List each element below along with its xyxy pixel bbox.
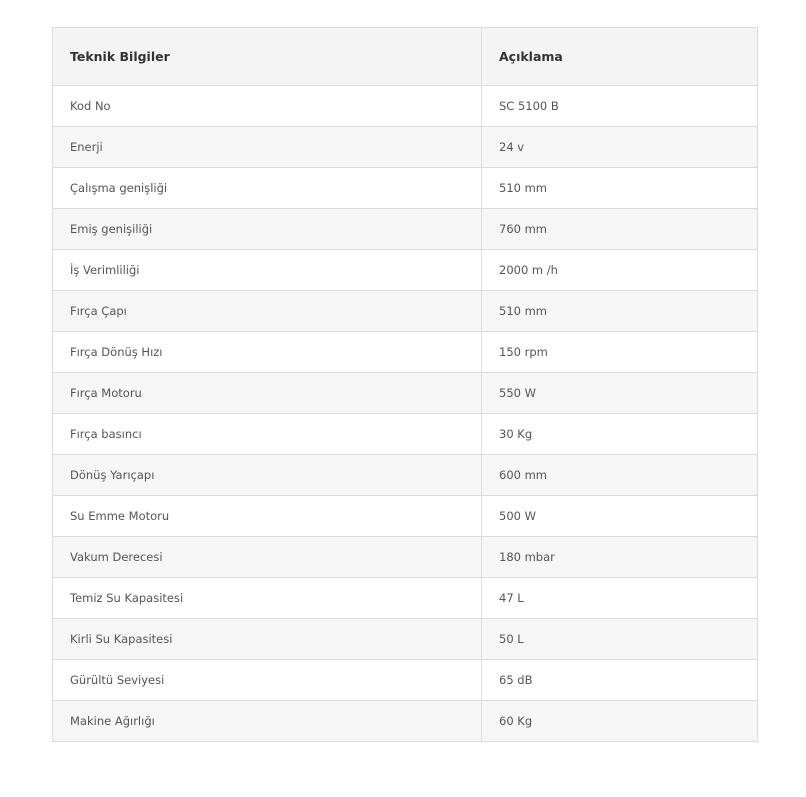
spec-value-cell: 60 Kg (482, 701, 758, 742)
table-row (53, 291, 758, 332)
table-body (53, 86, 758, 742)
spec-name-cell: Fırça basıncı (53, 414, 482, 455)
spec-value-cell: 30 Kg (482, 414, 758, 455)
table-row (53, 455, 758, 496)
table-row (53, 578, 758, 619)
spec-value-cell: 65 dB (482, 660, 758, 701)
table-row (53, 332, 758, 373)
spec-name-cell: Emiş genişiliği (53, 209, 482, 250)
table-row (53, 86, 758, 127)
table-row (53, 414, 758, 455)
table-row (53, 537, 758, 578)
table-row (53, 127, 758, 168)
spec-name-cell: Fırça Motoru (53, 373, 482, 414)
spec-value-cell: 600 mm (482, 455, 758, 496)
spec-value-cell: 180 mbar (482, 537, 758, 578)
spec-value-cell: 760 mm (482, 209, 758, 250)
table-row (53, 250, 758, 291)
spec-name-cell: Kod No (53, 86, 482, 127)
table-row (53, 209, 758, 250)
spec-name-cell: Kirli Su Kapasitesi (53, 619, 482, 660)
header-row (53, 28, 758, 86)
table-row (53, 496, 758, 537)
spec-name-cell: Temiz Su Kapasitesi (53, 578, 482, 619)
spec-name-cell: Gürültü Seviyesi (53, 660, 482, 701)
spec-value-cell: 510 mm (482, 291, 758, 332)
spec-name-cell: Makine Ağırlığı (53, 701, 482, 742)
spec-value-cell: 47 L (482, 578, 758, 619)
spec-name-cell: İş Verimliliği (53, 250, 482, 291)
table-row (53, 619, 758, 660)
spec-name-cell: Vakum Derecesi (53, 537, 482, 578)
header-cell-spec: Teknik Bilgiler (53, 28, 482, 86)
spec-value-cell: 24 v (482, 127, 758, 168)
spec-value-cell: 150 rpm (482, 332, 758, 373)
table-header (53, 28, 758, 86)
table-row (53, 701, 758, 742)
table-row (53, 168, 758, 209)
spec-name-cell: Fırça Çapı (53, 291, 482, 332)
spec-name-cell: Dönüş Yarıçapı (53, 455, 482, 496)
table-row (53, 373, 758, 414)
spec-value-cell: 500 W (482, 496, 758, 537)
spec-name-cell: Enerji (53, 127, 482, 168)
spec-value-cell: 2000 m /h (482, 250, 758, 291)
spec-name-cell: Çalışma genişliği (53, 168, 482, 209)
header-cell-description: Açıklama (482, 28, 758, 86)
spec-value-cell: 50 L (482, 619, 758, 660)
table-row (53, 660, 758, 701)
spec-value-cell: 550 W (482, 373, 758, 414)
technical-specs-table (52, 27, 758, 742)
spec-name-cell: Fırça Dönüş Hızı (53, 332, 482, 373)
spec-value-cell: 510 mm (482, 168, 758, 209)
spec-value-cell: SC 5100 B (482, 86, 758, 127)
spec-name-cell: Su Emme Motoru (53, 496, 482, 537)
